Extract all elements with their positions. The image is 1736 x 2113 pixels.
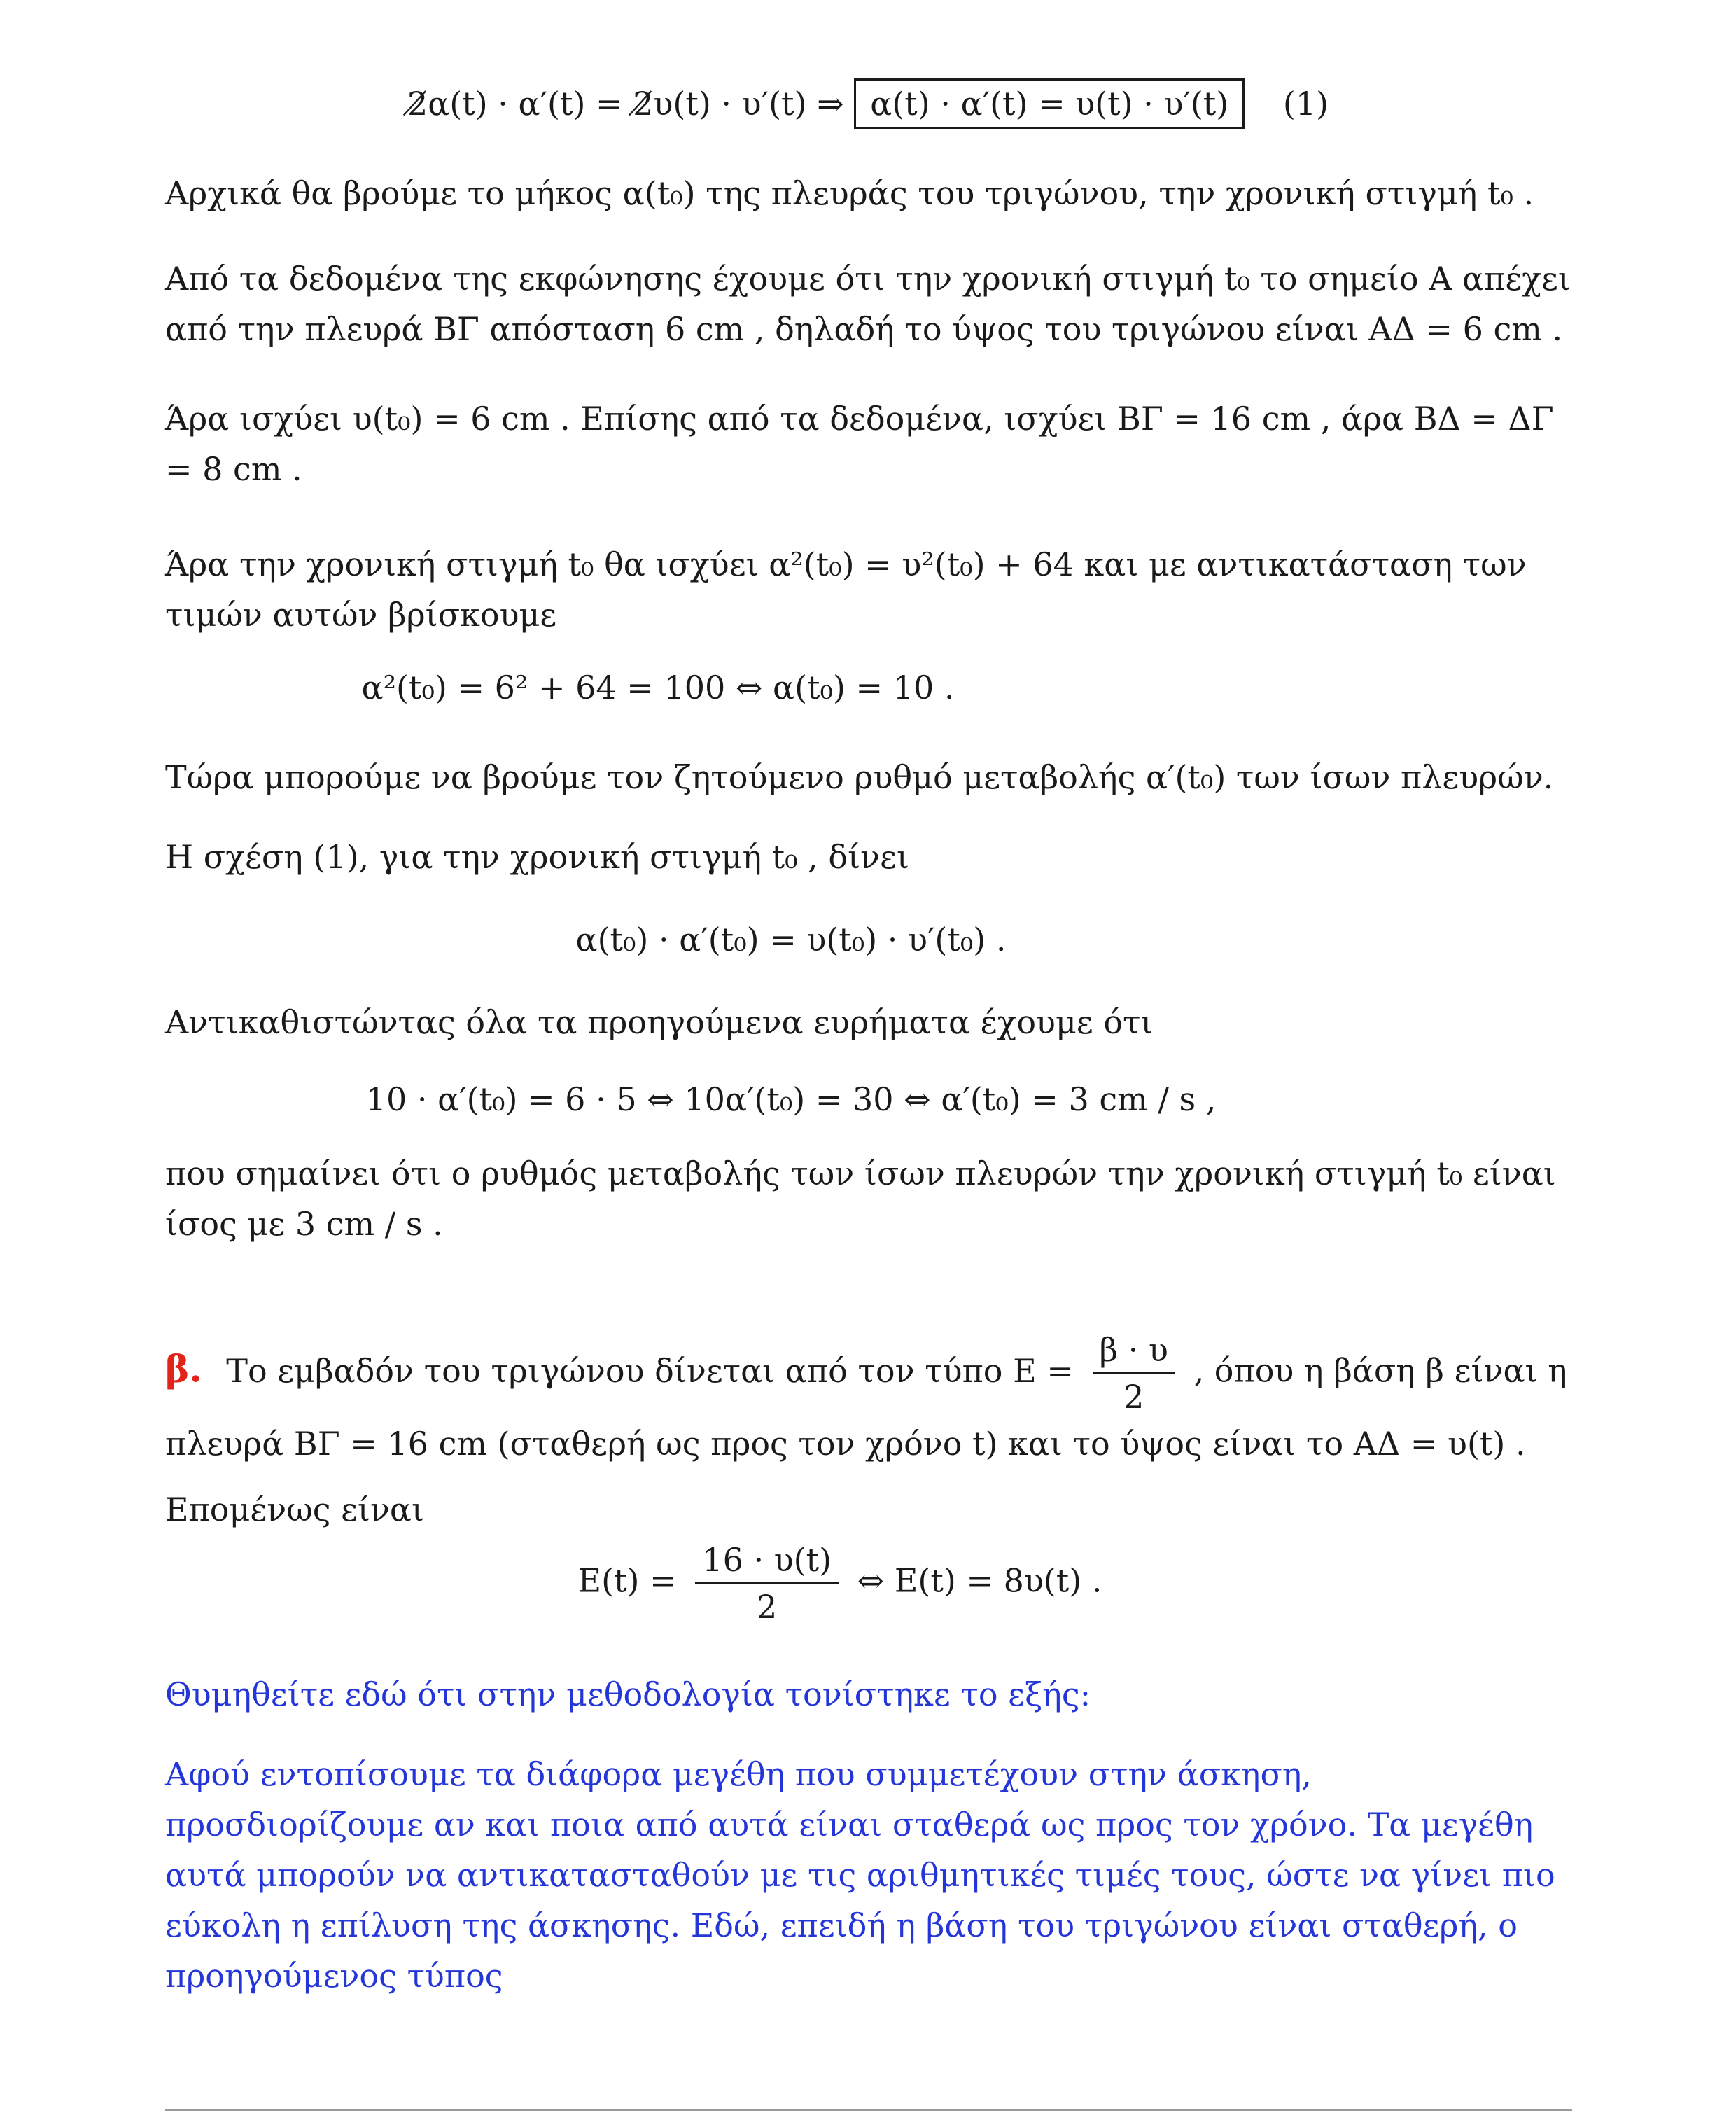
part-beta-text-end: , όπου η βάση β είναι η: [1194, 1351, 1567, 1390]
paragraph-5: Τώρα μπορούμε να βρούμε τον ζητούμενο ρυθμό μεταβολής α′(t₀) των ίσων πλευρών.: [165, 758, 1554, 796]
equation-alpha-squared: α²(t₀) = 6² + 64 = 100 ⇔ α(t₀) = 10 .: [361, 669, 955, 706]
area-fraction-denominator: 2: [1124, 1378, 1144, 1416]
footer-divider: [165, 2109, 1572, 2111]
area-fraction: [1093, 1327, 1175, 1419]
section-marker: β.: [165, 1348, 202, 1391]
paragraph-10: πλευρά ΒΓ = 16 cm (σταθερή ως προς τον χρόνο t) και το ύψος είναι το ΑΔ = υ(t) .: [165, 1425, 1526, 1463]
part-beta-text: Το εμβαδόν του τριγώνου δίνεται από τον τύπο Ε =: [226, 1351, 1074, 1390]
area-fraction-numerator: β · υ: [1093, 1327, 1175, 1374]
paragraph-2: Από τα δεδομένα της εκφώνησης έχουμε ότι την χρονική στιγμή t₀ το σημείο Α απέχει από την πλευρά ΒΓ απόσταση 6 cm , δηλαδή το ύψος του τριγώνου είναι ΑΔ = 6 cm .: [165, 260, 1571, 348]
note-title: Θυμηθείτε εδώ ότι στην μεθοδολογία τονίστηκε το εξής:: [165, 1675, 1091, 1713]
equation-rate-result: 10 · α′(t₀) = 6 · 5 ⇔ 10α′(t₀) = 30 ⇔ α′(t₀) = 3 cm / s ,: [365, 1080, 1217, 1118]
note-body: Αφού εντοπίσουμε τα διάφορα μεγέθη που συμμετέχουν στην άσκηση, προσδιορίζουμε αν και ποια από αυτά είναι σταθερά ως προς τον χρόνο. Τα μεγέθη αυτά μπορούν να αντικατασταθούν με τις αριθμητικές τιμές τους, ώστε να γίνει πιο εύκολη η επίλυση της άσκησης. Εδώ, επειδή η βάση του τριγώνου είναι σταθερή, ο προηγούμενος τύπος: [165, 1755, 1555, 1995]
paragraph-6: Η σχέση (1), για την χρονική στιγμή t₀ , δίνει: [165, 838, 909, 876]
area-equation: [0, 1537, 1708, 1629]
area-equation-rhs: ⇔ Ε(t) = 8υ(t) .: [857, 1561, 1102, 1600]
top-equation: [0, 78, 1736, 129]
paragraph-1: Αρχικά θα βρούμε το μήκος α(t₀) της πλευράς του τριγώνου, την χρονική στιγμή t₀ .: [165, 174, 1534, 212]
equation-relation-at-t0: α(t₀) · α′(t₀) = υ(t₀) · υ′(t₀) .: [575, 921, 1007, 958]
area-equation-fraction: [695, 1537, 839, 1629]
boxed-relation: α(t) · α′(t) = υ(t) · υ′(t): [854, 78, 1245, 129]
area-equation-numerator: 16 · υ(t): [695, 1537, 839, 1584]
top-equation-lhs: 2̸α(t) · α′(t) = 2̸υ(t) · υ′(t) ⇒: [407, 85, 844, 123]
paragraph-8: που σημαίνει ότι ο ρυθμός μεταβολής των ίσων πλευρών την χρονική στιγμή t₀ είναι ίσος με 3 cm / s .: [165, 1155, 1556, 1243]
paragraph-11: Επομένως είναι: [165, 1491, 425, 1528]
paragraph-4: Άρα την χρονική στιγμή t₀ θα ισχύει α²(t₀) = υ²(t₀) + 64 και με αντικατάσταση των τιμών αυτών βρίσκουμε: [165, 545, 1527, 634]
paragraph-7: Αντικαθιστώντας όλα τα προηγούμενα ευρήματα έχουμε ότι: [165, 1003, 1154, 1041]
area-equation-lhs: Ε(t) =: [578, 1561, 677, 1600]
area-equation-denominator: 2: [757, 1588, 778, 1626]
paragraph-3: Άρα ισχύει υ(t₀) = 6 cm . Επίσης από τα δεδομένα, ισχύει ΒΓ = 16 cm , άρα ΒΔ = ΔΓ = 8 cm .: [165, 400, 1554, 488]
equation-number: (1): [1282, 85, 1329, 123]
part-beta-intro: [165, 1327, 1572, 1419]
